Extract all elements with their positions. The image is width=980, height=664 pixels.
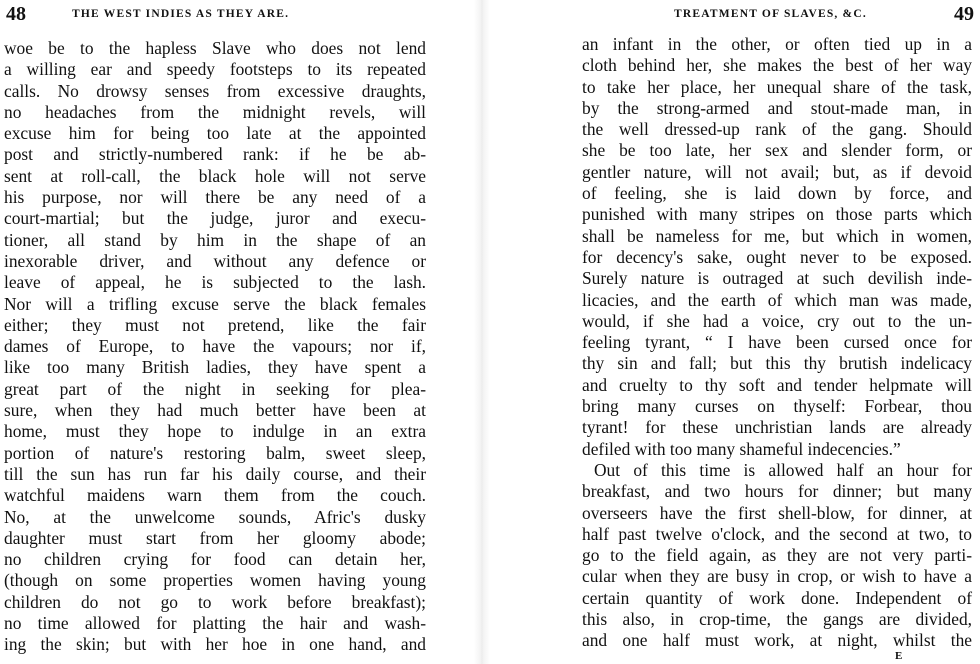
left-body-text	[4, 38, 426, 656]
text-line: children do not go to work before breakfast);	[4, 591, 426, 612]
text-line: punished with many stripes on those parts which	[582, 204, 972, 225]
text-line: go to the field again, as they are not very parti-	[582, 545, 972, 566]
text-line: tioner, all stand by him in the shape of an	[4, 229, 426, 250]
text-line: thy sin and fall; but this thy brutish indelicacy	[582, 353, 972, 374]
text-line: Surely nature is outraged at such devilish inde-	[582, 268, 972, 289]
text-line: no time allowed for platting the hair and wash-	[4, 613, 426, 634]
text-line: certain quantity of work done. Independent of	[582, 587, 972, 608]
text-line: the well dressed-up rank of the gang. Should	[582, 119, 972, 140]
text-line: Out of this time is allowed half an hour for	[594, 459, 972, 480]
text-line: like too many British ladies, they have spent a	[4, 357, 426, 378]
text-line: portion of nature's restoring balm, sweet sleep,	[4, 442, 426, 463]
text-line: Nor will a trifling excuse serve the black females	[4, 293, 426, 314]
right-body-text	[582, 34, 972, 652]
text-line: calls. No drowsy senses from excessive draughts,	[4, 80, 426, 101]
text-line: for decency's sake, ought never to be exposed.	[582, 246, 972, 267]
text-line: till the sun has run far his daily course, and their	[4, 463, 426, 484]
text-line: half past twelve o'clock, and the second at two, to	[582, 523, 972, 544]
text-line: court-martial; but the judge, juror and execu-	[4, 208, 426, 229]
text-line: she be too late, her sex and slender form, or	[582, 140, 972, 161]
text-line: to take her place, her unequal share of the task,	[582, 76, 972, 97]
right-page	[490, 0, 980, 664]
text-line: no headaches from the midnight revels, will	[4, 101, 426, 122]
left-running-head	[6, 3, 458, 28]
right-running-head	[490, 3, 974, 28]
text-line: cular when they are busy in crop, or wish to have a	[582, 566, 972, 587]
text-line: gentler nature, will not avail; but, as if devoid	[582, 161, 972, 182]
text-line: excuse him for being too late at the appointed	[4, 123, 426, 144]
text-line: sent at roll-call, the black hole will not serve	[4, 165, 426, 186]
text-line: tyrant! for these unchristian lands are already	[582, 417, 972, 438]
text-line: and one half must work, at night, whilst the	[582, 630, 972, 651]
left-page	[0, 0, 470, 664]
text-line: daughter must start from her gloomy abode;	[4, 527, 426, 548]
text-line: leave of appeal, he is subjected to the lash.	[4, 272, 426, 293]
text-line: (though on some properties women having young	[4, 570, 426, 591]
left-running-title: THE WEST INDIES AS THEY ARE.	[72, 8, 290, 20]
text-line: breakfast, and two hours for dinner; but many	[582, 481, 972, 502]
left-page-number: 48	[6, 3, 26, 25]
text-line: home, must they hope to indulge in an extra	[4, 421, 426, 442]
text-line: would, if she had a voice, cry out to the un-	[582, 310, 972, 331]
text-line: this also, in crop-time, the gangs are divided,	[582, 609, 972, 630]
book-gutter	[474, 0, 490, 664]
text-line: an infant in the other, or often tied up in a	[582, 34, 972, 54]
text-line: licacies, and the earth of which man was made,	[582, 289, 972, 310]
text-line: his purpose, nor will there be any need of a	[4, 187, 426, 208]
text-line: feeling tyrant, “ I have been cursed once for	[582, 332, 972, 353]
text-line: ing the skin; but with her hoe in one hand, and	[4, 634, 426, 655]
text-line: and cruelty to thy soft and tender helpmate will	[582, 374, 972, 395]
text-line: sure, when they had much better have been at	[4, 400, 426, 421]
text-line: bring many curses on thyself: Forbear, thou	[582, 396, 972, 417]
text-line: dames of Europe, to have the vapours; nor if,	[4, 336, 426, 357]
text-line: no children crying for food can detain her,	[4, 549, 426, 570]
text-line: of feeling, she is laid down by force, and	[582, 183, 972, 204]
text-line: overseers have the first shell-blow, for dinner, at	[582, 502, 972, 523]
text-line: either; they must not pretend, like the fair	[4, 314, 426, 335]
text-line: a willing ear and speedy footsteps to its repeated	[4, 59, 426, 80]
text-line: cloth behind her, she makes the best of her way	[582, 55, 972, 76]
right-running-title: TREATMENT OF SLAVES, &C.	[674, 8, 867, 20]
signature-mark: E	[895, 650, 904, 662]
text-line: No, at the unwelcome sounds, Afric's dusky	[4, 506, 426, 527]
right-page-number: 49	[954, 3, 974, 25]
text-line: watchful maidens warn them from the couch.	[4, 485, 426, 506]
text-line: great part of the night in seeking for plea-	[4, 378, 426, 399]
text-line: by the strong-armed and stout-made man, in	[582, 97, 972, 118]
text-line: woe be to the hapless Slave who does not lend	[4, 38, 426, 58]
text-line: defiled with too many shameful indecencies.”	[582, 438, 901, 459]
text-line: shall be nameless for me, but which in women,	[582, 225, 972, 246]
text-line: inexorable driver, and without any defence or	[4, 250, 426, 271]
text-line: post and strictly-numbered rank: if he be ab-	[4, 144, 426, 165]
